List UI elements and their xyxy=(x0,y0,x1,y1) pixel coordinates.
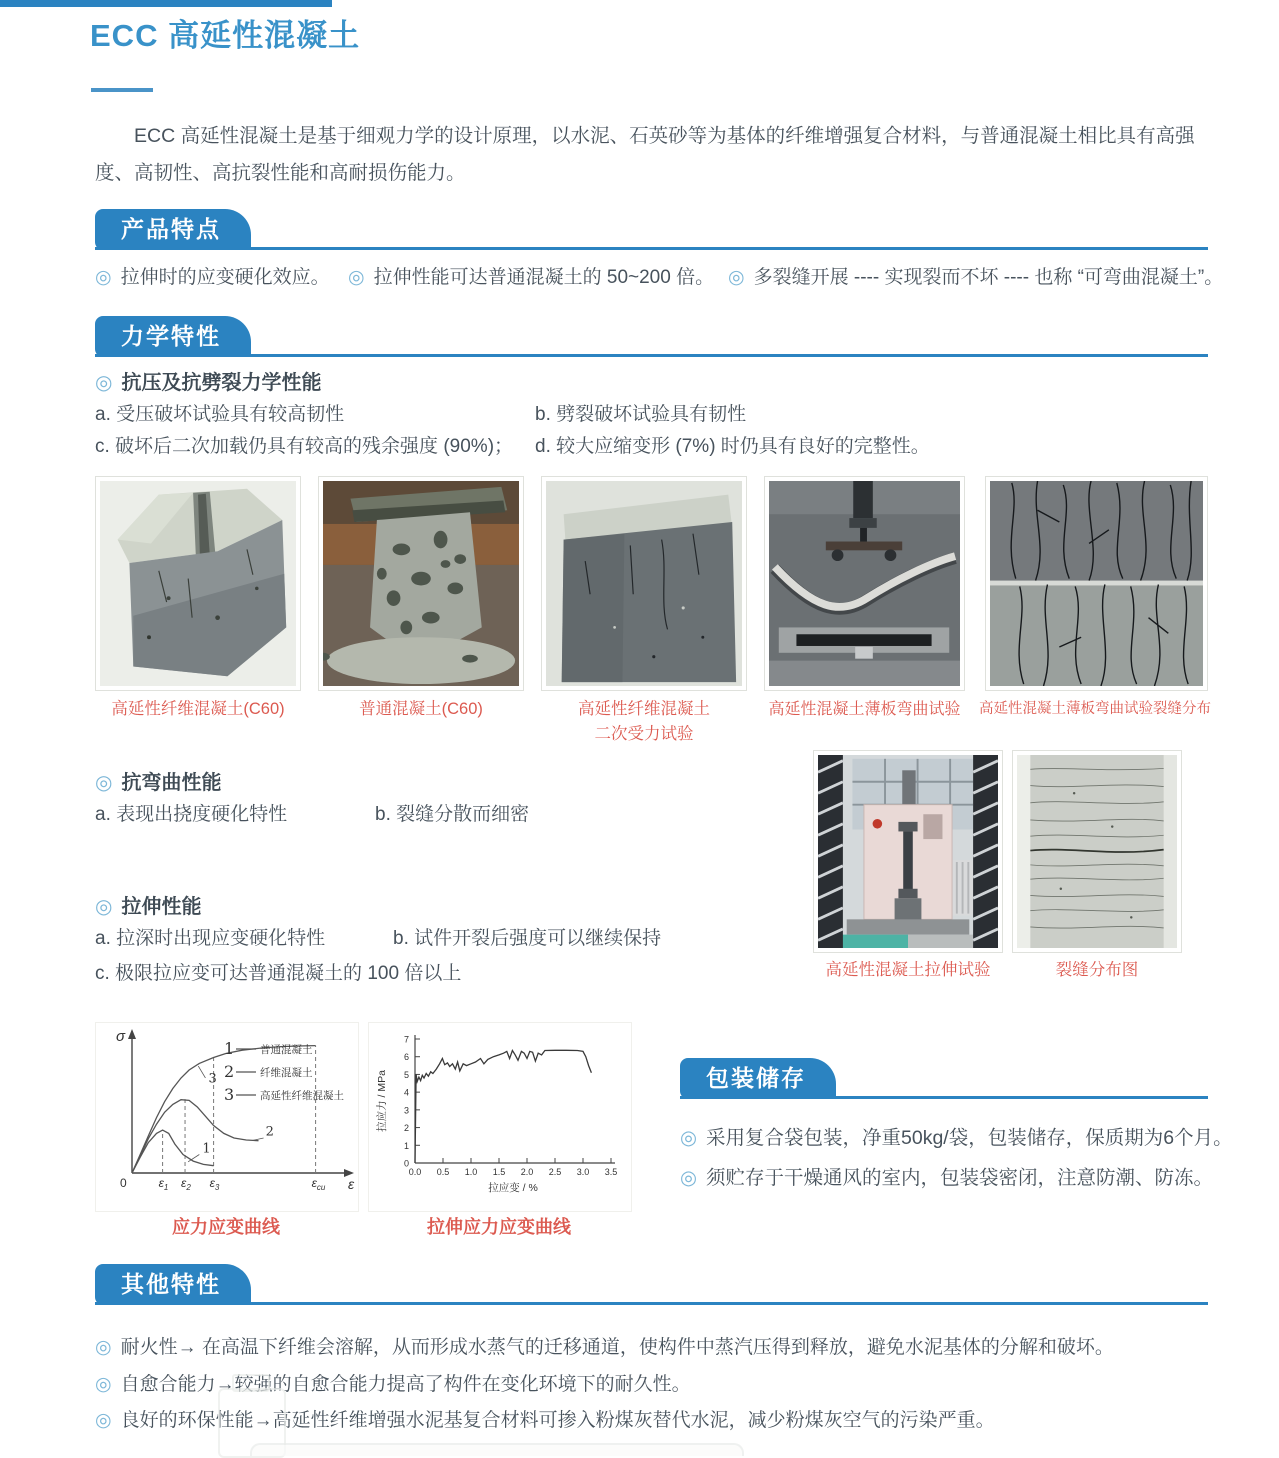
ring-bullet-icon xyxy=(95,372,112,394)
svg-text:2: 2 xyxy=(224,1062,235,1081)
ring-bullet-icon xyxy=(95,772,112,794)
packaging-bullet: ◎ 须贮存于干燥通风的室内，包装袋密闭，注意防潮、防冻。 xyxy=(680,1162,1213,1190)
chart-stress-strain xyxy=(95,1022,359,1212)
tensile-item-c: c. 极限拉应变可达普通混凝土的 100 倍以上 xyxy=(95,963,462,984)
section-rule-other xyxy=(95,1302,1208,1305)
ring-bullet-icon xyxy=(95,1410,112,1431)
top-accent-strip xyxy=(0,0,332,7)
svg-text:σ: σ xyxy=(116,1028,126,1045)
svg-text:0.0: 0.0 xyxy=(408,1167,422,1177)
packaging-bullet: ◎ 采用复合袋包装，净重50kg/袋，包装储存，保质期为6个月。 xyxy=(680,1122,1233,1150)
mech-item-b: b. 劈裂破坏试验具有韧性 xyxy=(535,404,747,425)
ring-bullet-icon xyxy=(95,267,112,288)
section-header-mechanical: 力学特性 xyxy=(95,316,251,357)
svg-text:高延性纤维混凝土: 高延性纤维混凝土 xyxy=(260,1090,344,1102)
svg-text:2: 2 xyxy=(265,1124,274,1140)
svg-text:1: 1 xyxy=(403,1140,409,1151)
ring-bullet-icon xyxy=(728,267,745,288)
svg-text:0: 0 xyxy=(403,1158,409,1169)
svg-text:1.0: 1.0 xyxy=(464,1167,478,1177)
section-rule-features xyxy=(95,247,1208,250)
crack-pattern-image xyxy=(990,481,1203,686)
figure-caption: 高延性混凝土薄板弯曲试验裂缝分布 xyxy=(979,701,1211,717)
photo-ecc-c60 xyxy=(95,476,301,691)
section-header-packaging: 包装储存 xyxy=(680,1058,836,1099)
feature-bullet-text: 多裂缝开展 ---- 实现裂而不坏 ---- 也称 “可弯曲混凝土”。 xyxy=(753,267,1224,288)
photo-crack-distribution xyxy=(1012,750,1182,953)
tensile-item-b: b. 试件开裂后强度可以继续保持 xyxy=(393,928,662,949)
crushed-concrete-image xyxy=(323,481,519,686)
section-header-other: 其他特性 xyxy=(95,1264,251,1305)
svg-text:拉应变 / %: 拉应变 / % xyxy=(488,1182,538,1194)
svg-text:1: 1 xyxy=(224,1039,235,1058)
svg-text:ε: ε xyxy=(348,1176,355,1192)
section-rule-packaging xyxy=(680,1096,1208,1099)
photo-normal-c60 xyxy=(318,476,524,691)
tensile-stress-strain-curve-svg xyxy=(369,1023,631,1211)
figure-caption: 高延性混凝土拉伸试验 xyxy=(825,961,991,979)
svg-text:6: 6 xyxy=(403,1052,409,1063)
figure-caption: 高延性纤维混凝土 二次受力试验 xyxy=(578,700,710,743)
svg-text:εcu: $\varepsilon_{cu}$ xyxy=(311,1176,326,1192)
svg-text:2.0: 2.0 xyxy=(520,1167,534,1177)
svg-text:7: 7 xyxy=(403,1034,409,1045)
ring-bullet-icon xyxy=(95,1374,112,1395)
title-underline xyxy=(91,88,153,92)
other-bullet: ◎ 自愈合能力→较强的自愈合能力提高了构件在变化环境下的耐久性。 xyxy=(95,1369,691,1396)
svg-text:纤维混凝土: 纤维混凝土 xyxy=(260,1067,313,1079)
feature-bullet xyxy=(95,262,330,289)
subsection-bending: ◎ 抗弯曲性能 xyxy=(95,766,221,795)
svg-text:5: 5 xyxy=(403,1069,409,1080)
svg-text:3: 3 xyxy=(208,1071,217,1087)
section-rule-mechanical xyxy=(95,354,1208,357)
figure-caption: 普通混凝土(C60) xyxy=(359,700,483,718)
photo-secondary-load xyxy=(541,476,747,691)
ring-bullet-icon xyxy=(680,1167,697,1189)
feature-bullet xyxy=(348,262,714,289)
page-title: ECC 高延性混凝土 xyxy=(90,18,361,53)
chart-caption: 应力应变曲线 xyxy=(172,1217,280,1237)
dark-concrete-block-image xyxy=(546,481,742,686)
svg-text:2.5: 2.5 xyxy=(548,1167,562,1177)
tensile-item-a: a. 拉深时出现应变硬化特性 xyxy=(95,928,326,949)
intro-paragraph: ECC 高延性混凝土是基于细观力学的设计原理，以水泥、石英砂等为基体的纤维增强复合材料，与普通混凝土相比具有高强度、高韧性、高抗裂性能和高耐损伤能力。 xyxy=(95,125,1195,184)
watermark-bottom-band xyxy=(250,1443,744,1456)
figure-caption: 高延性纤维混凝土(C60) xyxy=(111,700,285,718)
mech-item-a: a. 受压破坏试验具有较高韧性 xyxy=(95,404,345,425)
bending-test-machine-image xyxy=(769,481,960,686)
chart-tensile-stress-strain xyxy=(368,1022,632,1212)
other-bullet: ◎ 良好的环保性能→高延性纤维增强水泥基复合材料可掺入粉煤灰替代水泥，减少粉煤灰空气的污染严重。 xyxy=(95,1405,995,1432)
figure-caption: 高延性混凝土薄板弯曲试验 xyxy=(768,701,961,718)
svg-text:0.5: 0.5 xyxy=(436,1167,450,1177)
mech-item-d: d. 较大应缩变形 (7%) 时仍具有良好的完整性。 xyxy=(535,436,930,457)
svg-text:1.5: 1.5 xyxy=(492,1167,506,1177)
subsection-compression: ◎ 抗压及抗劈裂力学性能 xyxy=(95,366,321,395)
ring-bullet-icon xyxy=(348,267,365,288)
feature-bullet-text: 拉伸性能可达普通混凝土的 50~200 倍。 xyxy=(373,267,715,288)
svg-text:ε2: $\varepsilon_2$ xyxy=(181,1176,191,1192)
figure-caption: 裂缝分布图 xyxy=(1055,961,1139,979)
subsection-tensile: ◎ 拉伸性能 xyxy=(95,890,201,919)
bend-item-b: b. 裂缝分散而细密 xyxy=(375,804,530,825)
svg-text:3: 3 xyxy=(403,1105,409,1116)
svg-text:4: 4 xyxy=(403,1087,409,1098)
photo-tensile-test xyxy=(813,750,1003,953)
svg-text:3: 3 xyxy=(224,1085,235,1104)
svg-text:普通混凝土: 普通混凝土 xyxy=(260,1044,313,1056)
feature-bullet-text: 拉伸时的应变硬化效应。 xyxy=(120,267,330,288)
photo-bending-crack-distribution xyxy=(985,476,1208,691)
mech-item-c: c. 破坏后二次加载仍具有较高的残余强度 (90%)； xyxy=(95,436,514,457)
svg-text:拉应力 / MPa: 拉应力 / MPa xyxy=(376,1070,388,1132)
ring-bullet-icon xyxy=(680,1127,697,1149)
svg-text:0: 0 xyxy=(120,1176,127,1190)
svg-text:ε3: $\varepsilon_3$ xyxy=(209,1176,220,1192)
photo-thin-plate-bending xyxy=(764,476,965,691)
concrete-block-grooved-image xyxy=(100,481,296,686)
stress-strain-curve-svg xyxy=(96,1023,358,1211)
section-header-features: 产品特点 xyxy=(95,209,251,250)
horizontal-cracks-image xyxy=(1017,755,1177,948)
svg-text:3.0: 3.0 xyxy=(576,1167,590,1177)
ring-bullet-icon xyxy=(95,896,112,918)
svg-text:1: 1 xyxy=(202,1141,211,1157)
feature-bullet xyxy=(728,262,1223,289)
svg-text:3.5: 3.5 xyxy=(604,1167,618,1177)
svg-text:2: 2 xyxy=(403,1123,409,1134)
ring-bullet-icon xyxy=(95,1337,112,1358)
other-bullet: ◎ 耐火性→ 在高温下纤维会溶解，从而形成水蒸气的迁移通道，使构件中蒸汽压得到释放，避免水泥基体的分解和破坏。 xyxy=(95,1332,1114,1359)
chart-caption: 拉伸应力应变曲线 xyxy=(427,1217,571,1237)
svg-text:ε1: $\varepsilon_1$ xyxy=(158,1176,169,1192)
bend-item-a: a. 表现出挠度硬化特性 xyxy=(95,804,288,825)
tensile-test-machine-image xyxy=(818,755,998,948)
